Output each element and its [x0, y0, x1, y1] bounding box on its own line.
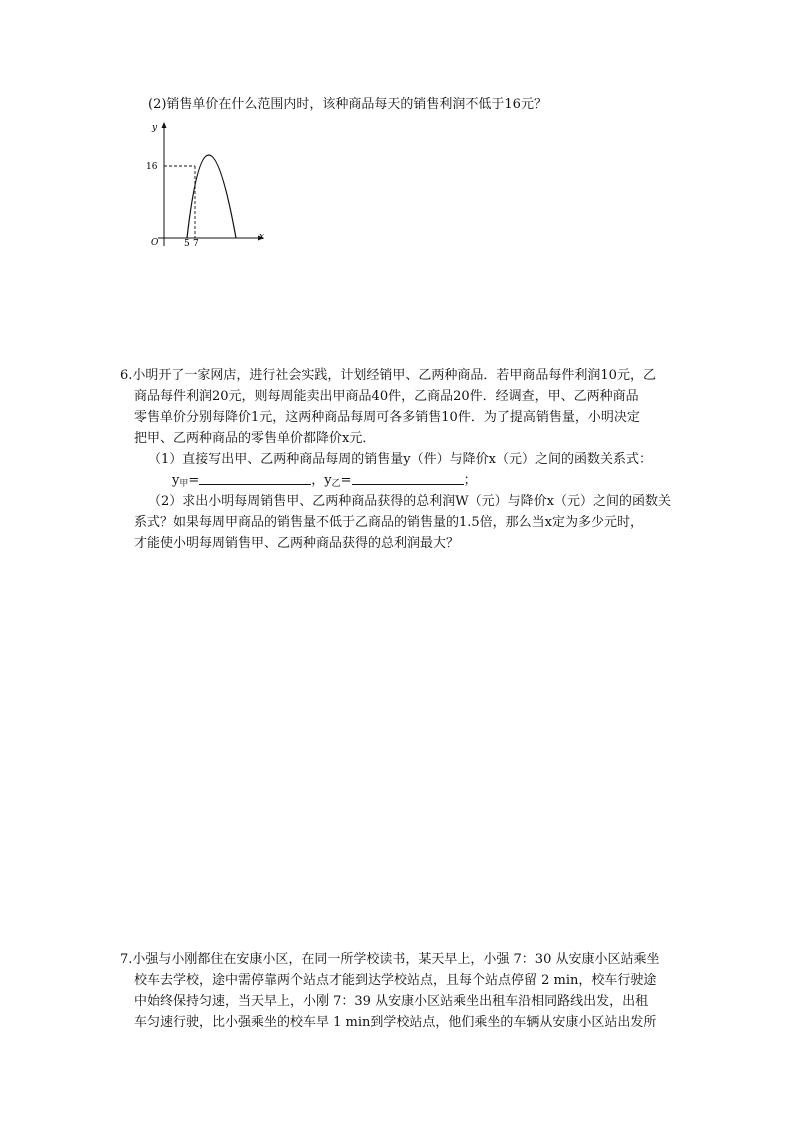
q5-part2-text: (2)销售单价在什么范围内时，该种商品每天的销售利润不低于16元？	[148, 97, 547, 112]
q6-part2-line1: （2）求出小明每周销售甲、乙两种商品获得的总利润W（元）与降价x（元）之间的函数关	[148, 494, 671, 509]
answer-semicolon: ；	[463, 473, 477, 488]
parabola-curve	[187, 155, 236, 238]
y-jia-subscript: 甲	[179, 479, 189, 489]
y-tick-16: 16	[146, 162, 158, 172]
x-axis-label: x	[259, 232, 265, 242]
x-tick-5: 5	[184, 239, 190, 249]
x-tick-7: 7	[193, 239, 199, 249]
y-yi-symbol: y	[324, 473, 332, 488]
q6-line2: 商品每件利润20元，则每周能卖出甲商品40件，乙商品20件．经调查，甲、乙两种商品	[134, 389, 639, 404]
y-axis-label: y	[152, 123, 158, 133]
parabola-graph	[140, 118, 270, 250]
q7-line2: 校车去学校，途中需停靠两个站点才能到达学校站点，且每个站点停留 2 min，校车行驶途	[134, 973, 657, 988]
y-yi-equals: =	[340, 473, 352, 488]
q7-line1: 7.小强与小刚都住在安康小区，在同一所学校读书，某天早上，小强 7：30 从安康小区站乘坐	[120, 952, 660, 967]
q6-part2-line3: 才能使小明每周销售甲、乙两种商品获得的总利润最大？	[134, 536, 460, 551]
q6-part2-line2: 系式？如果每周甲商品的销售量不低于乙商品的销售量的1.5倍，那么当x定为多少元时，	[134, 515, 644, 530]
origin-label: O	[151, 238, 159, 248]
q7-line3: 中始终保持匀速，当天早上，小刚 7：39 从安康小区站乘坐出租车沿相同路线出发，出租	[134, 994, 649, 1009]
answer-comma: ，	[311, 473, 325, 488]
y-yi-blank[interactable]	[352, 472, 464, 485]
q6-line1: 6.小明开了一家网店，进行社会实践，计划经销甲、乙两种商品．若甲商品每件利润10元，乙	[120, 368, 656, 383]
y-jia-equals: =	[188, 473, 200, 488]
q6-answer-line	[172, 472, 477, 493]
y-yi-subscript: 乙	[331, 479, 341, 489]
y-axis-arrow	[162, 122, 167, 128]
q6-part1: （1）直接写出甲、乙两种商品每周的销售量y（件）与降价x（元）之间的函数关系式：	[148, 452, 652, 467]
y-jia-symbol: y	[172, 473, 180, 488]
q7-line4: 车匀速行驶，比小强乘坐的校车早 1 min到学校站点，他们乘坐的车辆从安康小区站出发所	[134, 1015, 657, 1030]
y-jia-blank[interactable]	[199, 472, 311, 485]
q6-line4: 把甲、乙两种商品的零售单价都降价x元．	[134, 431, 376, 446]
q6-line3: 零售单价分别每降价1元，这两种商品每周可各多销售10件．为了提高销售量，小明决定	[134, 410, 640, 425]
